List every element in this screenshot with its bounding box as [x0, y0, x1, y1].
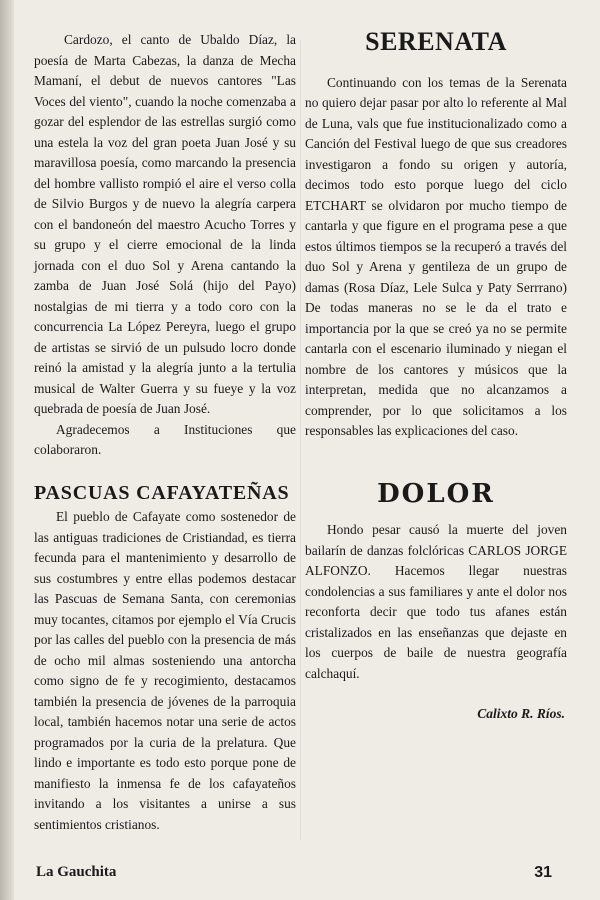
thanks-paragraph: Agradecemos a Instituciones que colaboraron. — [34, 421, 296, 457]
author-signature: Calixto R. Ríos. — [477, 706, 565, 721]
intro-paragraph: Cardozo, el canto de Ubaldo Díaz, la poesía de Marta Cabezas, la danza de Mecha Mamaní, el debut de nuevos cantores "Las Voces del viento", cuando la noche comenzaba a gozar del esplendor de las estrellas surgió como una estela la voz del gran poeta Juan José y su maravillosa poesía, como marcando la presencia del hombre vallisto rompió el aire el verso colla de Silvio Burgos y de nuevo la alegría carpera con el bandoneón del maestro Acucho Torres y su grupo y el cierre emocional de la linda jornada con el duo Sol y Arena cantando la zamba de Juan José Solá (hijo del Payo) nostalgias de mi tierra y a todo coro con la concurrencia La López Pereyra, luego el grupo de artistas se sirvió de un pulsudo locro donde reinó la amistad y la alegría junto a la tertulia musical de Walter Guerra y su fueye y la voz quebrada de poesía de Juan José. — [34, 32, 296, 416]
magazine-name: La Gauchita — [36, 864, 117, 880]
dolor-paragraph: Hondo pesar causó la muerte del joven bailarín de danzas folclóricas CARLOS JORGE ALFONZO. Hacemos llegar nuestras condolencias a sus familiares y ante el dolor nos reconforta decir que todo tus afanes están cristalizados en las enseñanzas que dejaste en los cuerpos de baile de nuestra geografía calchaquí. — [305, 522, 567, 681]
pascuas-heading: PASCUAS CAFAYATEÑAS — [34, 481, 290, 504]
dolor-heading: DOLOR — [377, 478, 495, 509]
page-number: 31 — [534, 864, 552, 881]
pascuas-paragraph: El pueblo de Cafayate como sostenedor de las antiguas tradiciones de Cristiandad, es tierra fecunda para el mantenimiento y desarrollo de sus costumbres y entre ellas podemos destacar las Pascuas de Semana Santa, con ceremonias muy tocantes, citamos por ejemplo el Vía Crucis por las calles del pueblo con la presencia de más de ocho mil almas sosteniendo una antorcha como signo de fe y recogimiento, destacamos también la presencia de jóvenes de la parroquia local, también hacemos notar una serie de actos programados por la curia de la prelatura. Que lindo e importante es todo esto porque pone de manifiesto la inmensa fe de los cafayateños invitando a los visitantes a unirse a sus sentimientos cristianos. — [34, 509, 296, 832]
page-footer — [0, 864, 600, 894]
page-spine-shadow — [0, 0, 14, 900]
right-column — [305, 27, 567, 725]
column-divider — [300, 40, 301, 840]
left-column — [34, 30, 296, 835]
serenata-heading: SERENATA — [365, 27, 507, 56]
serenata-paragraph: Continuando con los temas de la Serenata no quiero dejar pasar por alto lo referente al Mal de Luna, vals que fue institucionalizado como a Canción del Festival luego de que sus creadores investigaron a fondo su origen y autoría, decimos todo esto porque luego del ciclo ETCHART se olvidaron por mucho tiempo de cantarla y que figure en el programa pese a que estos últimos tiempos se la recuperó a través del duo Sol y Arena y gentileza de un grupo de damas (Rosa Díaz, Lele Sulca y Paty Serrrano) De todas maneras no se le da el trato e importancia por la que se creó ya no se permite cantarla con el escenario iluminado y niegan el nombre de los cantores y músicos que la interpretan, medida que no alcanzamos a comprender, por lo que solicitamos a los responsables las explicaciones del caso. — [305, 74, 567, 438]
